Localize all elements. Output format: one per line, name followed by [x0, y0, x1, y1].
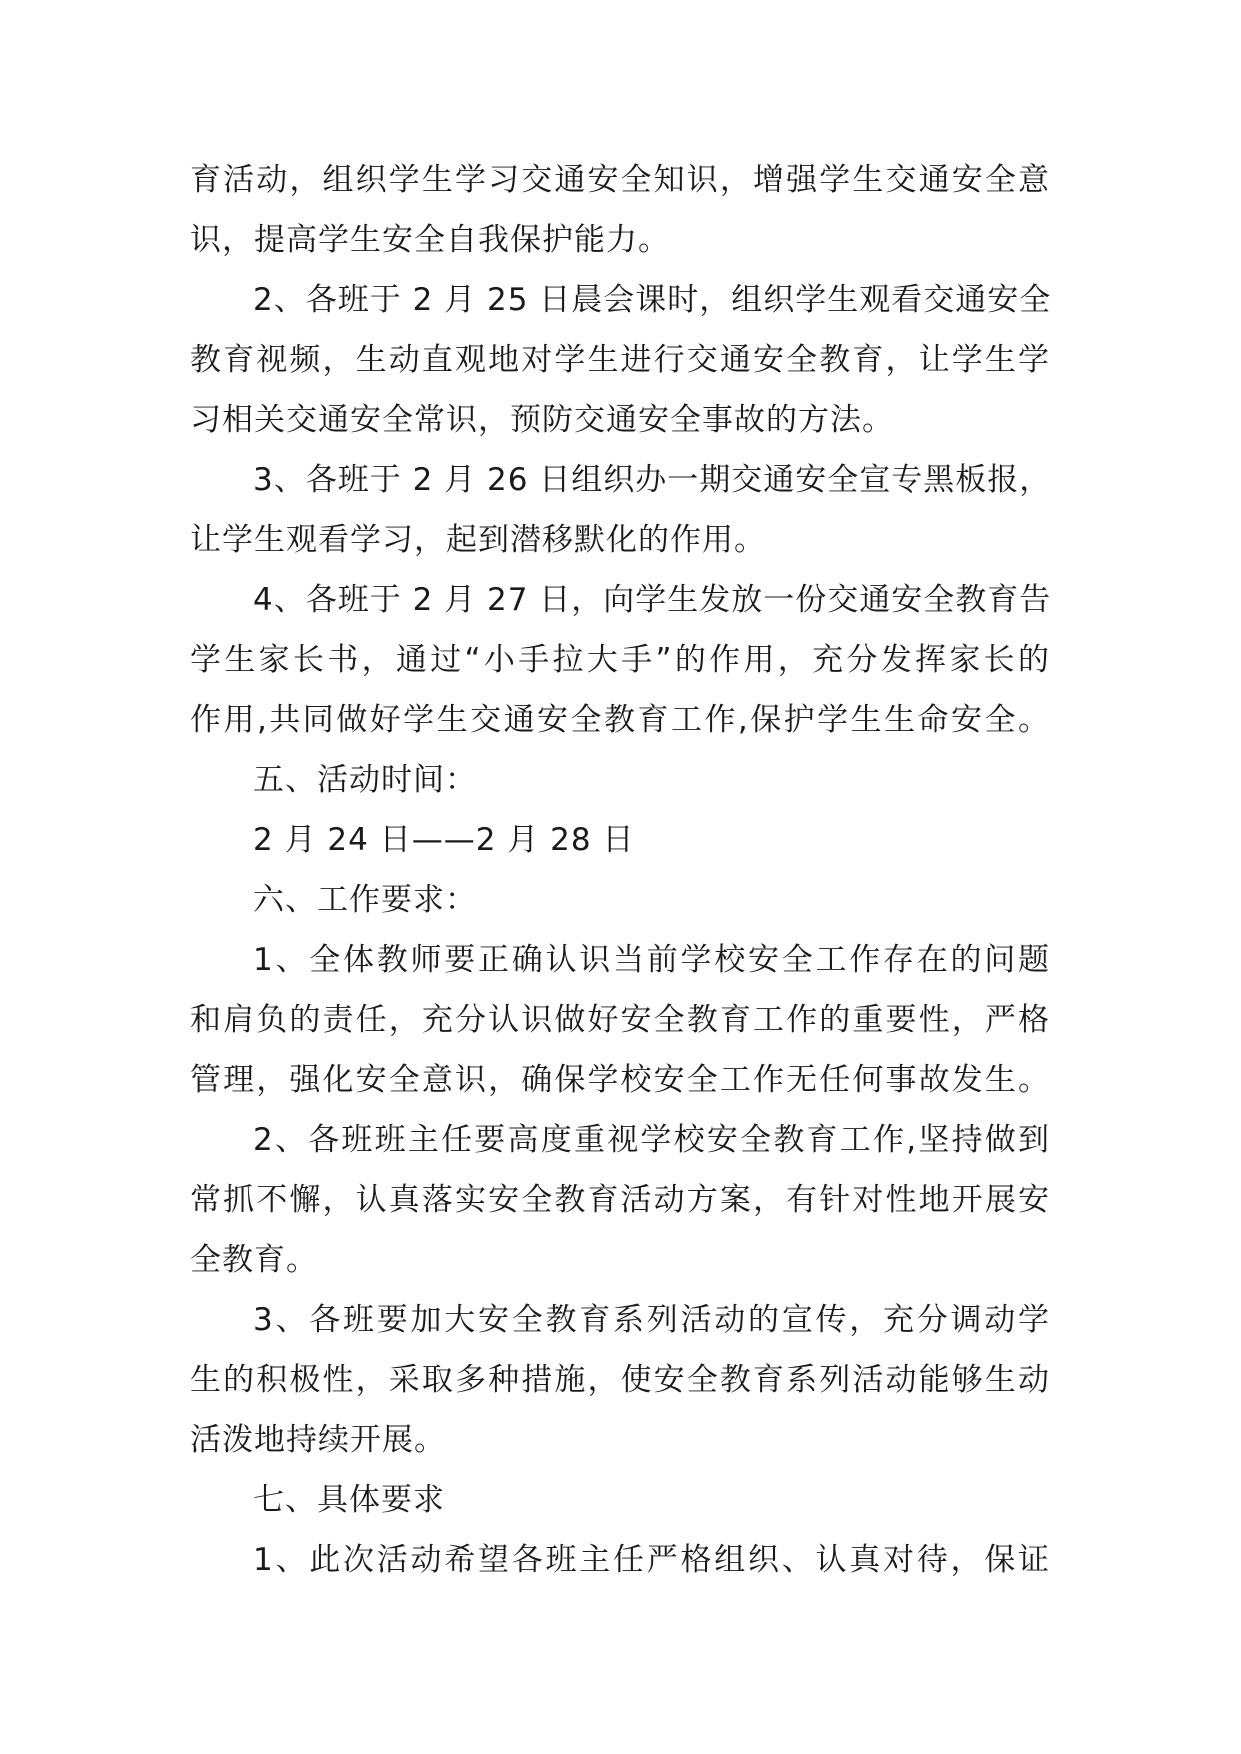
text-line: 活泼地持续开展。	[190, 1422, 446, 1458]
text-line: 管理，强化安全意识，确保学校安全工作无任何事故发生。	[190, 1062, 1050, 1098]
section-heading: 六、工作要求：	[253, 882, 477, 918]
text-line: 让学生观看学习，起到潜移默化的作用。	[190, 522, 766, 558]
text-line: 3、各班要加大安全教育系列活动的宣传，充分调动学	[253, 1302, 1050, 1338]
document-body	[190, 150, 1050, 1590]
text-line: 3、各班于 2 月 26 日组织办一期交通安全宣专黑板报，	[253, 462, 1052, 498]
text-line: 作用,共同做好学生交通安全教育工作,保护学生生命安全。	[190, 702, 1050, 738]
text-line: 1、此次活动希望各班主任严格组织、认真对待，保证	[253, 1542, 1050, 1578]
text-line: 2、各班于 2 月 25 日晨会课时，组织学生观看交通安全	[253, 282, 1052, 318]
text-line: 2、各班班主任要高度重视学校安全教育工作,坚持做到	[253, 1122, 1050, 1158]
text-line: 学生家长书，通过“小手拉大手”的作用，充分发挥家长的	[190, 642, 1050, 678]
text-line: 常抓不懈，认真落实安全教育活动方案，有针对性地开展安	[190, 1182, 1050, 1218]
date-range: 2 月 24 日——2 月 28 日	[253, 822, 635, 858]
text-line: 习相关交通安全常识，预防交通安全事故的方法。	[190, 402, 894, 438]
text-line: 生的积极性，采取多种措施，使安全教育系列活动能够生动	[190, 1362, 1050, 1398]
text-line: 识，提高学生安全自我保护能力。	[190, 222, 670, 258]
section-heading: 五、活动时间：	[253, 762, 477, 798]
text-line: 和肩负的责任，充分认识做好安全教育工作的重要性，严格	[190, 1002, 1050, 1038]
text-line: 1、全体教师要正确认识当前学校安全工作存在的问题	[253, 942, 1050, 978]
section-heading: 七、具体要求	[253, 1482, 445, 1518]
text-line: 4、各班于 2 月 27 日，向学生发放一份交通安全教育告	[253, 582, 1052, 618]
text-line: 育活动，组织学生学习交通安全知识，增强学生交通安全意	[190, 162, 1050, 198]
text-line: 教育视频，生动直观地对学生进行交通安全教育，让学生学	[190, 342, 1050, 378]
text-line: 全教育。	[190, 1242, 318, 1278]
